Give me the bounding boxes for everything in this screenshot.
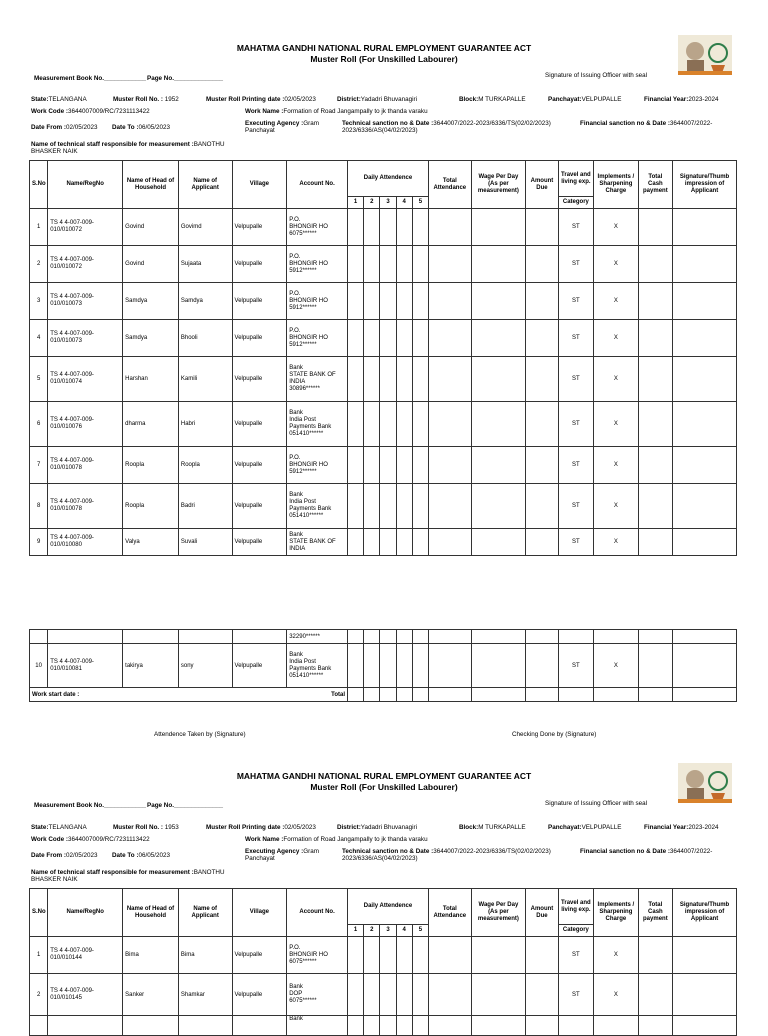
col-amount-due: Amount Due xyxy=(526,161,558,209)
printing-date-field: Muster Roll Printing date :02/05/2023 xyxy=(206,96,316,103)
regno-cell: TS 4 4-007-009-010/010078 xyxy=(48,447,123,484)
account-cell: 32290****** xyxy=(287,630,348,644)
empty-cell xyxy=(638,1016,672,1036)
village-cell: Velpupalle xyxy=(232,320,287,357)
head-cell: Roopla xyxy=(123,484,179,529)
account-line: BHONGIR HO xyxy=(289,297,328,304)
day-1-header: 1 xyxy=(347,197,363,209)
empty-cell xyxy=(526,1016,558,1036)
col-cash: Total Cash payment xyxy=(638,889,672,937)
head-cell: Roopla xyxy=(123,447,179,484)
col-name-regno: Name/RegNo xyxy=(48,161,123,209)
head-cell: Valya xyxy=(123,529,179,556)
col-implements: Implements / Sharpening Charge xyxy=(594,889,639,937)
executing-agency-field-2: Executing Agency :Gram Panchayat xyxy=(245,848,319,862)
total-attendance-cell xyxy=(429,937,472,974)
total-label: Total xyxy=(331,691,345,698)
regno-cell: TS 4 4-007-009-010/010144 xyxy=(48,937,123,974)
account-line: 5912****** xyxy=(289,341,317,348)
implements-cell: X xyxy=(594,402,639,447)
empty-cell xyxy=(48,1016,123,1036)
applicant-cell: Sujaata xyxy=(178,246,232,283)
account-line: Payments Bank xyxy=(289,506,332,512)
day-5-header: 5 xyxy=(412,925,428,937)
account-line: 6075****** xyxy=(289,958,317,965)
empty-cell xyxy=(673,1016,737,1036)
roll-title-2: Muster Roll (For Unskilled Labourer) xyxy=(310,782,458,792)
muster-roll-table-2 xyxy=(29,888,737,1036)
account-line: BHONGIR HO xyxy=(289,223,328,230)
day-cell xyxy=(412,974,428,1016)
implements-cell: X xyxy=(594,320,639,357)
gandhi-logo-icon xyxy=(678,763,732,803)
account-line: Bank xyxy=(289,651,303,658)
account-line: P.O. xyxy=(289,454,301,461)
category-cell: ST xyxy=(558,246,593,283)
implements-cell: X xyxy=(594,209,639,246)
account-line: STATE BANK OF xyxy=(289,372,336,378)
account-line: Bank xyxy=(289,531,303,538)
page-no-label-2: Page No.______________ xyxy=(147,802,223,809)
sno-cell: 9 xyxy=(30,529,48,556)
col-wage: Wage Per Day (As per measurement) xyxy=(471,161,526,209)
village-cell: Velpupalle xyxy=(232,447,287,484)
day-cell xyxy=(364,937,380,974)
applicant-cell: Shamkar xyxy=(178,974,232,1016)
day-3-header: 3 xyxy=(380,197,396,209)
district-field: District:Yadadri Bhuvanagiri xyxy=(337,96,418,103)
empty-cell xyxy=(396,1016,412,1036)
regno-cell: TS 4 4-007-009-010/010145 xyxy=(48,974,123,1016)
account-line: 051410****** xyxy=(289,513,324,519)
village-cell: Velpupalle xyxy=(232,974,287,1016)
amount-cell xyxy=(526,974,558,1016)
day-cell xyxy=(347,937,363,974)
day-cell xyxy=(396,937,412,974)
sno-cell: 2 xyxy=(30,974,48,1016)
day-3-header: 3 xyxy=(380,925,396,937)
wage-cell xyxy=(471,937,526,974)
empty-cell xyxy=(429,1016,472,1036)
account-line: DOP xyxy=(289,991,303,997)
applicant-cell: Samdya xyxy=(178,283,232,320)
implements-cell: X xyxy=(594,937,639,974)
date-to-field-2: Date To :06/05/2023 xyxy=(112,852,170,859)
empty-cell xyxy=(558,1016,593,1036)
district-field-2: District:Yadadri Bhuvanagiri xyxy=(337,824,418,831)
implements-cell: X xyxy=(594,484,639,529)
sno-cell: 8 xyxy=(30,484,48,529)
sno-cell: 4 xyxy=(30,320,48,357)
head-cell: Harshan xyxy=(123,357,179,402)
applicant-cell: Govimd xyxy=(178,209,232,246)
implements-cell: X xyxy=(594,283,639,320)
account-line: P.O. xyxy=(289,290,301,297)
village-cell: Velpupalle xyxy=(232,246,287,283)
regno-cell: TS 4 4-007-009-010/010076 xyxy=(48,402,123,447)
applicant-cell: sony xyxy=(178,644,232,688)
village-cell: Velpupalle xyxy=(232,484,287,529)
page-no-label: Page No.______________ xyxy=(147,75,223,82)
empty-cell xyxy=(178,1016,232,1036)
empty-cell xyxy=(232,1016,287,1036)
total-attendance-cell xyxy=(429,974,472,1016)
day-cell xyxy=(347,974,363,1016)
col-implements: Implements / Sharpening Charge xyxy=(594,161,639,209)
sno-cell: 2 xyxy=(30,246,48,283)
day-2-header: 2 xyxy=(364,925,380,937)
account-line: 6075****** xyxy=(289,998,317,1004)
col-village: Village xyxy=(232,889,287,937)
date-from-field-2: Date From :02/05/2023 xyxy=(31,852,98,859)
applicant-cell: Suvali xyxy=(178,529,232,556)
account-line: STATE BANK OF xyxy=(289,538,336,545)
empty-cell xyxy=(347,1016,363,1036)
table-row-partial xyxy=(30,1016,737,1036)
technical-staff-field: Name of technical staff responsible for measurement :BANOTHU BHASKER NAIK xyxy=(31,141,225,155)
day-4-header: 4 xyxy=(396,197,412,209)
day-cell xyxy=(364,974,380,1016)
col-head-household: Name of Head of Household xyxy=(123,889,179,937)
account-line: 051410****** xyxy=(289,431,324,437)
account-line: P.O. xyxy=(289,253,301,260)
village-cell: Velpupalle xyxy=(232,644,287,688)
empty-cell xyxy=(30,1016,48,1036)
col-wage: Wage Per Day (As per measurement) xyxy=(471,889,526,937)
col-village: Village xyxy=(232,161,287,209)
day-2-header: 2 xyxy=(364,197,380,209)
regno-cell: TS 4 4-007-009-010/010081 xyxy=(48,644,123,688)
category-cell: ST xyxy=(558,283,593,320)
account-line: 5912****** xyxy=(289,468,317,475)
account-line: INDIA xyxy=(289,379,306,385)
regno-cell: TS 4 4-007-009-010/010080 xyxy=(48,529,123,556)
implements-cell: X xyxy=(594,529,639,556)
work-start-label: Work start date : xyxy=(32,691,80,698)
attendance-taken-signature: Attendence Taken by (Signature) xyxy=(154,731,246,738)
col-signature: Signature/Thumb impression of Applicant xyxy=(673,889,737,937)
block-field-2: Block:M TURKAPALLE xyxy=(459,824,526,831)
applicant-cell: Badri xyxy=(178,484,232,529)
day-5-header: 5 xyxy=(412,197,428,209)
day-cell xyxy=(380,937,396,974)
account-line: Bank xyxy=(289,984,303,990)
financial-sanction-field-2: Financial sanction no & Date :3644007/2022- xyxy=(580,848,713,855)
state-field: State:TELANGANA xyxy=(31,96,87,103)
executing-agency-field: Executing Agency :Gram Panchayat xyxy=(245,120,319,134)
day-cell xyxy=(396,974,412,1016)
account-cell xyxy=(287,937,348,974)
village-cell: Velpupalle xyxy=(232,357,287,402)
cash-cell xyxy=(638,937,672,974)
col-total-attendance: Total Attendance xyxy=(429,161,472,209)
day-4-header: 4 xyxy=(396,925,412,937)
village-cell: Velpupalle xyxy=(232,209,287,246)
sno-cell: 1 xyxy=(30,209,48,246)
category-cell: ST xyxy=(558,529,593,556)
roll-title: Muster Roll (For Unskilled Labourer) xyxy=(310,54,458,64)
category-cell: ST xyxy=(558,484,593,529)
regno-cell: TS 4 4-007-009-010/010078 xyxy=(48,484,123,529)
work-code-field: Work Code :3644007009/RC/7231113422 xyxy=(31,108,150,115)
muster-roll-no-field: Muster Roll No. : 1952 xyxy=(113,96,179,103)
account-line: 051410****** xyxy=(289,672,324,679)
col-category: Category xyxy=(558,197,593,209)
financial-year-field: Financial Year:2023-2024 xyxy=(644,96,719,103)
date-to-field: Date To :06/05/2023 xyxy=(112,124,170,131)
amount-cell xyxy=(526,937,558,974)
account-line: Bank xyxy=(289,410,303,416)
head-cell: Samdya xyxy=(123,283,179,320)
sno-cell: 1 xyxy=(30,937,48,974)
head-cell: takirya xyxy=(123,644,179,688)
sno-cell: 10 xyxy=(30,644,48,688)
head-cell: dharma xyxy=(123,402,179,447)
applicant-cell: Roopla xyxy=(178,447,232,484)
implements-cell: X xyxy=(594,974,639,1016)
col-daily-attendance: Daily Attendence xyxy=(347,889,428,925)
village-cell: Velpupalle xyxy=(232,402,287,447)
col-head-household: Name of Head of Household xyxy=(123,161,179,209)
account-line: BHONGIR HO xyxy=(289,461,328,468)
col-total-attendance: Total Attendance xyxy=(429,889,472,937)
issuing-officer-signature-2: Signature of Issuing Officer with seal xyxy=(545,800,648,807)
empty-cell xyxy=(412,1016,428,1036)
col-sno: S.No xyxy=(30,889,48,937)
day-1-header: 1 xyxy=(347,925,363,937)
measurement-book-label-2: Measurement Book No.____________ xyxy=(34,802,147,809)
issuing-officer-signature: Signature of Issuing Officer with seal xyxy=(545,72,648,79)
implements-cell: X xyxy=(594,644,639,688)
implements-cell: X xyxy=(594,447,639,484)
account-line: BHONGIR HO xyxy=(289,951,328,958)
printing-date-field-2: Muster Roll Printing date :02/05/2023 xyxy=(206,824,316,831)
head-cell: Samdya xyxy=(123,320,179,357)
col-applicant: Name of Applicant xyxy=(178,161,232,209)
checking-done-signature: Checking Done by (Signature) xyxy=(512,731,597,738)
applicant-cell: Habri xyxy=(178,402,232,447)
table-row xyxy=(30,974,737,1016)
col-daily-attendance: Daily Attendence xyxy=(347,161,428,197)
work-code-field-2: Work Code :3644007009/RC/7231113422 xyxy=(31,836,150,843)
col-account: Account No. xyxy=(287,889,348,937)
col-category: Category xyxy=(558,925,593,937)
day-cell xyxy=(380,974,396,1016)
financial-year-field-2: Financial Year:2023-2024 xyxy=(644,824,719,831)
account-line: BHONGIR HO xyxy=(289,260,328,267)
signature-cell xyxy=(673,974,737,1016)
account-line: Payments Bank xyxy=(289,424,332,430)
category-cell: ST xyxy=(558,357,593,402)
cash-cell xyxy=(638,974,672,1016)
head-cell: Govind xyxy=(123,209,179,246)
account-line: 5912****** xyxy=(289,304,317,311)
regno-cell: TS 4 4-007-009-010/010074 xyxy=(48,357,123,402)
head-cell: Bima xyxy=(123,937,179,974)
category-cell: ST xyxy=(558,974,593,1016)
applicant-cell: Bhooli xyxy=(178,320,232,357)
col-travel: Travel and living exp. xyxy=(558,161,593,197)
regno-cell: TS 4 4-007-009-010/010073 xyxy=(48,320,123,357)
col-applicant: Name of Applicant xyxy=(178,889,232,937)
col-cash: Total Cash payment xyxy=(638,161,672,209)
wage-cell xyxy=(471,974,526,1016)
account-line: Bank xyxy=(289,365,303,371)
date-from-field: Date From :02/05/2023 xyxy=(31,124,98,131)
empty-cell xyxy=(380,1016,396,1036)
work-name-field-2: Work Name :Formation of Road Jangampally to jk thanda varaku xyxy=(245,836,428,843)
head-cell: Govind xyxy=(123,246,179,283)
col-sno: S.No xyxy=(30,161,48,209)
category-cell: ST xyxy=(558,320,593,357)
applicant-cell: Kamili xyxy=(178,357,232,402)
account-line: 5912****** xyxy=(289,267,317,274)
work-name-field: Work Name :Formation of Road Jangampally to jk thanda varaku xyxy=(245,108,428,115)
empty-cell xyxy=(471,1016,526,1036)
col-account: Account No. xyxy=(287,161,348,209)
act-title: MAHATMA GANDHI NATIONAL RURAL EMPLOYMENT GUARANTEE ACT xyxy=(236,43,532,53)
account-cell xyxy=(287,974,348,1016)
day-cell xyxy=(412,937,428,974)
category-cell: ST xyxy=(558,209,593,246)
category-cell: ST xyxy=(558,937,593,974)
signature-cell xyxy=(673,937,737,974)
empty-cell xyxy=(594,1016,639,1036)
empty-cell xyxy=(123,1016,179,1036)
technical-sanction-field-2: Technical sanction no & Date :3644007/2022-2023/6336/TS(02/02/2023) 2023/6336/AS(04/02/2023) xyxy=(342,848,551,862)
account-line: BHONGIR HO xyxy=(289,334,328,341)
empty-cell xyxy=(364,1016,380,1036)
account-line: India Post xyxy=(289,658,316,665)
applicant-cell: Bima xyxy=(178,937,232,974)
account-line: India Post xyxy=(289,499,316,505)
regno-cell: TS 4 4-007-009-010/010072 xyxy=(48,209,123,246)
act-title-2: MAHATMA GANDHI NATIONAL RURAL EMPLOYMENT GUARANTEE ACT xyxy=(236,771,532,781)
technical-staff-field-2: Name of technical staff responsible for measurement :BANOTHU BHASKER NAIK xyxy=(31,869,225,883)
category-cell: ST xyxy=(558,447,593,484)
financial-sanction-field: Financial sanction no & Date :3644007/2022- xyxy=(580,120,713,127)
village-cell: Velpupalle xyxy=(232,529,287,556)
village-cell: Velpupalle xyxy=(232,937,287,974)
account-line: INDIA xyxy=(289,545,306,552)
village-cell: Velpupalle xyxy=(232,283,287,320)
account-cell: Bank xyxy=(287,1016,348,1036)
table-row xyxy=(30,937,737,974)
account-line: 30896****** xyxy=(289,386,320,392)
account-line: 6075****** xyxy=(289,230,317,237)
technical-sanction-field: Technical sanction no & Date :3644007/2022-2023/6336/TS(02/02/2023) 2023/6336/AS(04/02/2023) xyxy=(342,120,551,134)
col-signature: Signature/Thumb impression of Applicant xyxy=(673,161,737,209)
regno-cell: TS 4 4-007-009-010/010072 xyxy=(48,246,123,283)
sno-cell: 7 xyxy=(30,447,48,484)
block-field: Block:M TURKAPALLE xyxy=(459,96,526,103)
account-line: Bank xyxy=(289,492,303,498)
state-field-2: State:TELANGANA xyxy=(31,824,87,831)
muster-roll-no-field-2: Muster Roll No. : 1953 xyxy=(113,824,179,831)
account-line: P.O. xyxy=(289,327,301,334)
panchayat-field-2: Panchayat:VELPUPALLE xyxy=(548,824,622,831)
sno-cell: 3 xyxy=(30,283,48,320)
account-line: P.O. xyxy=(289,216,301,223)
account-line: P.O. xyxy=(289,944,301,951)
category-cell: ST xyxy=(558,644,593,688)
col-travel: Travel and living exp. xyxy=(558,889,593,925)
account-line: Payments Bank xyxy=(289,665,332,672)
regno-cell: TS 4 4-007-009-010/010073 xyxy=(48,283,123,320)
implements-cell: X xyxy=(594,357,639,402)
category-cell: ST xyxy=(558,402,593,447)
measurement-book-label: Measurement Book No.____________ xyxy=(34,75,147,82)
head-cell: Sanker xyxy=(123,974,179,1016)
account-line: India Post xyxy=(289,417,316,423)
sno-cell: 5 xyxy=(30,357,48,402)
col-amount-due: Amount Due xyxy=(526,889,558,937)
implements-cell: X xyxy=(594,246,639,283)
panchayat-field: Panchayat:VELPUPALLE xyxy=(548,96,622,103)
col-name-regno: Name/RegNo xyxy=(48,889,123,937)
sno-cell: 6 xyxy=(30,402,48,447)
